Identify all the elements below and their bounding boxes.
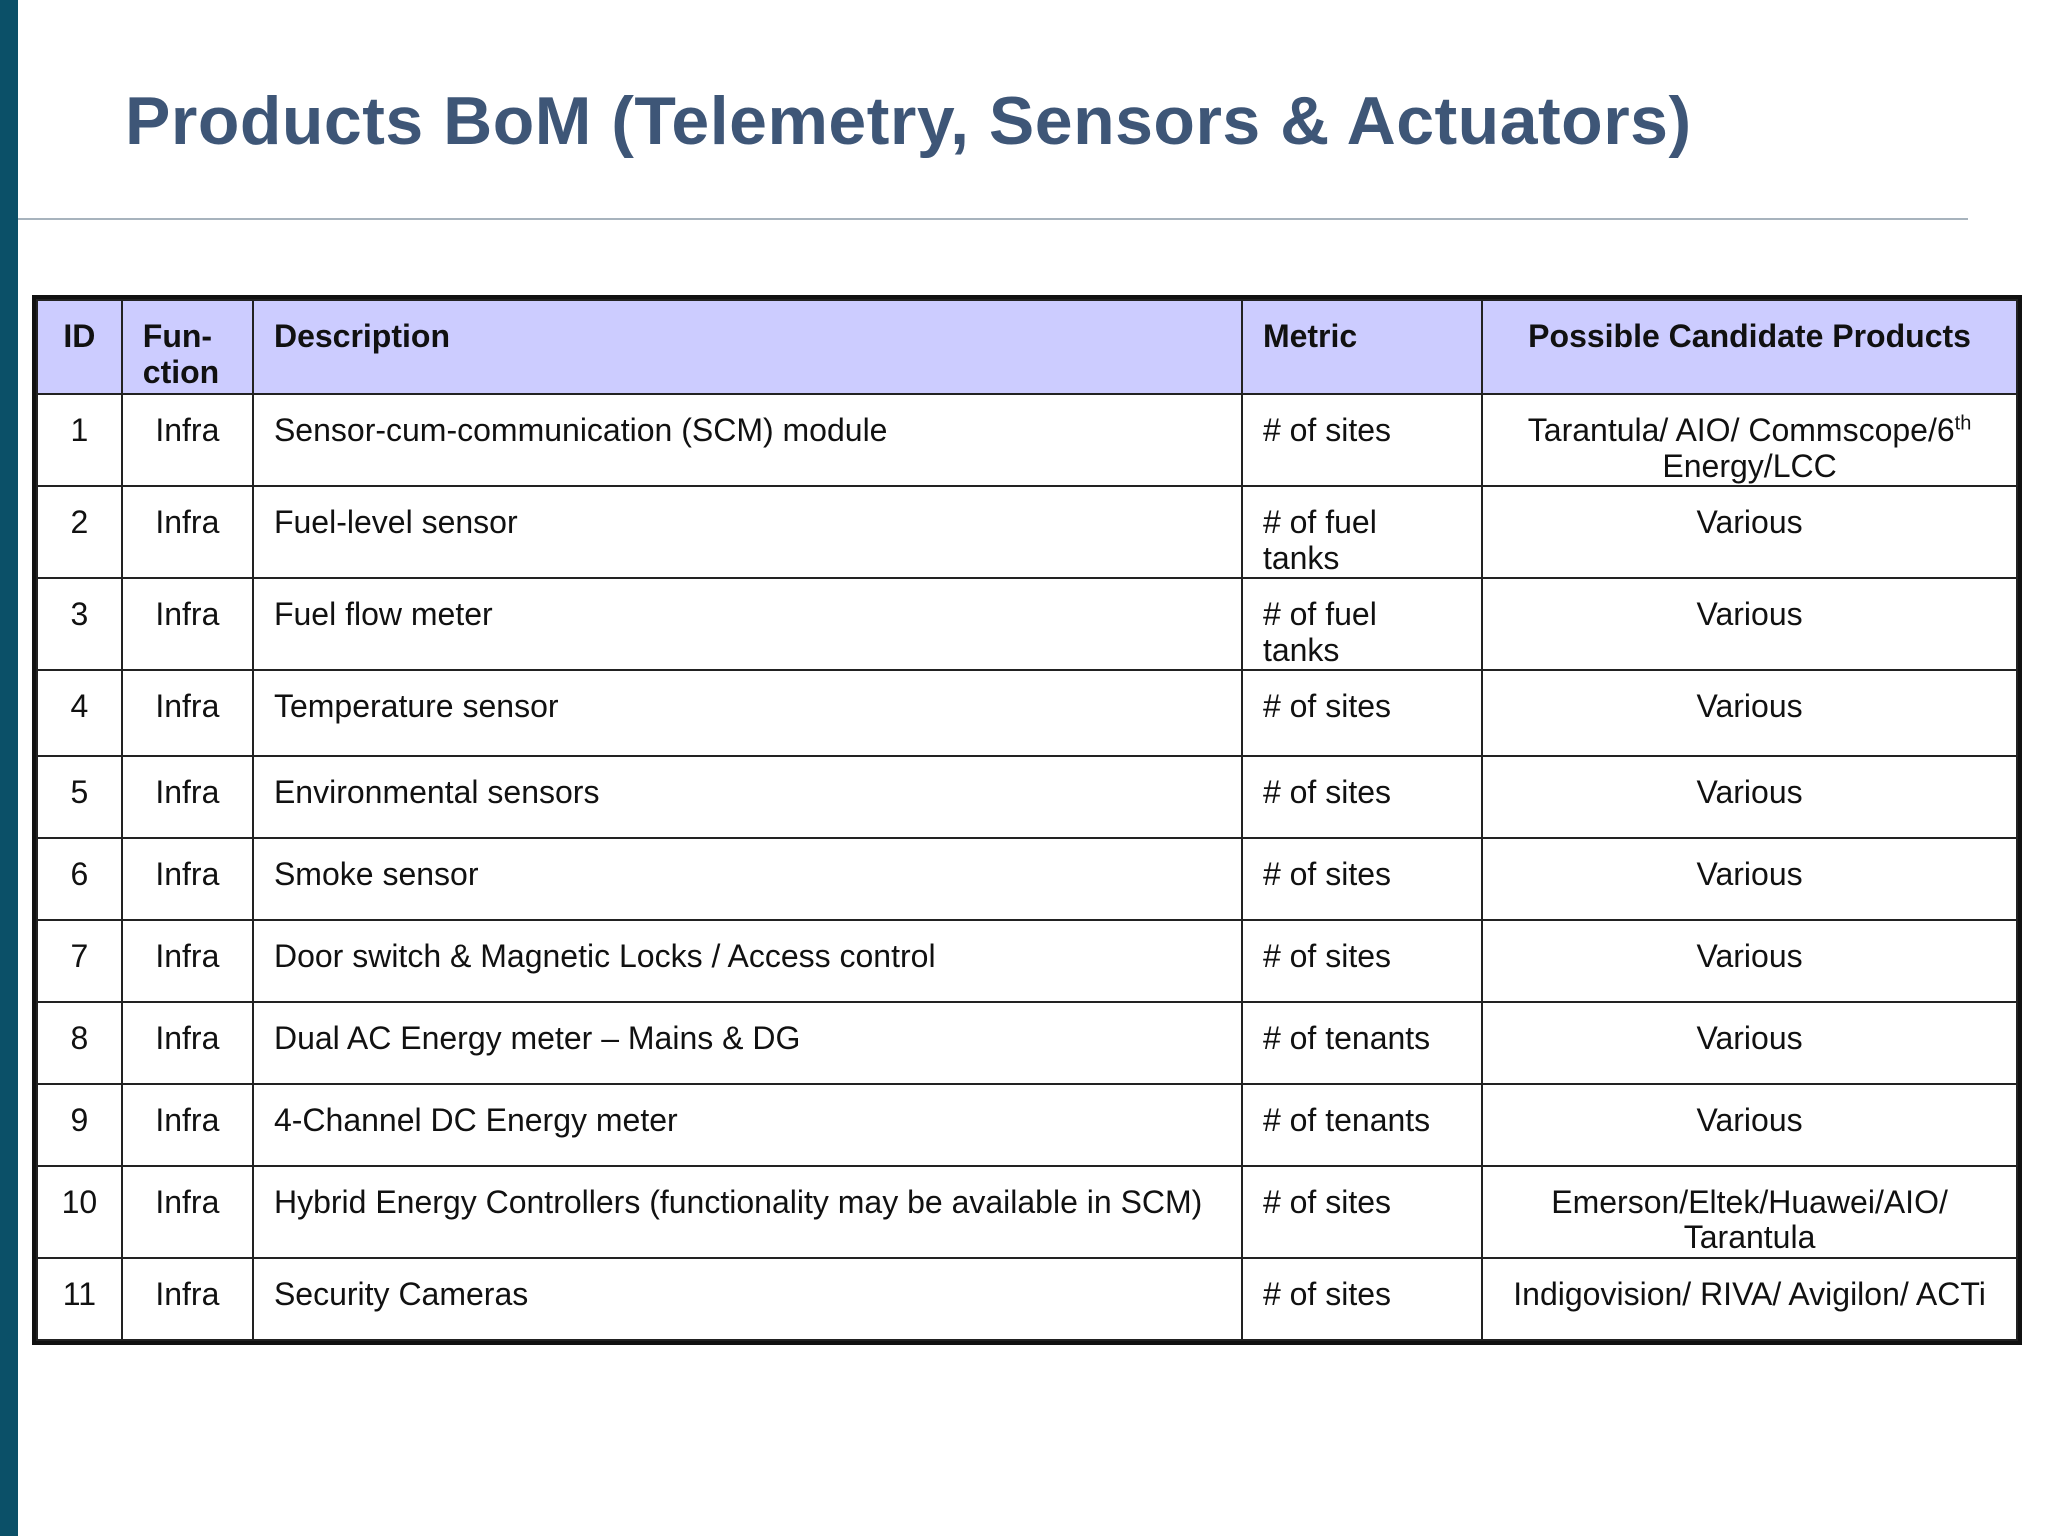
cell-candidates (1482, 1166, 2017, 1258)
cell-candidates: Various (1482, 920, 2017, 1002)
table-row (37, 394, 2017, 486)
cell-id: 5 (37, 756, 122, 838)
cell-id: 1 (37, 394, 122, 486)
cell-metric: # of sites (1242, 838, 1482, 920)
cell-id: 9 (37, 1084, 122, 1166)
cell-description: Fuel flow meter (253, 578, 1242, 670)
cell-metric: # of sites (1242, 756, 1482, 838)
cell-description: Fuel-level sensor (253, 486, 1242, 578)
cell-description: Temperature sensor (253, 670, 1242, 756)
cell-id: 3 (37, 578, 122, 670)
cell-metric: # of sites (1242, 670, 1482, 756)
cell-candidates: Various (1482, 838, 2017, 920)
table-row (37, 1258, 2017, 1340)
table-row (37, 578, 2017, 670)
cell-function: Infra (122, 1002, 253, 1084)
cell-id: 6 (37, 838, 122, 920)
cell-candidates: Various (1482, 486, 2017, 578)
cell-description: Hybrid Energy Controllers (functionality may be available in SCM) (253, 1166, 1242, 1258)
cell-description: Sensor-cum-communication (SCM) module (253, 394, 1242, 486)
cell-metric: # of sites (1242, 1258, 1482, 1340)
table-row (37, 670, 2017, 756)
cell-description: Smoke sensor (253, 838, 1242, 920)
cell-id: 8 (37, 1002, 122, 1084)
cell-description: 4-Channel DC Energy meter (253, 1084, 1242, 1166)
cell-candidates: Indigovision/ RIVA/ Avigilon/ ACTi (1482, 1258, 2017, 1340)
cell-id: 2 (37, 486, 122, 578)
cell-function: Infra (122, 756, 253, 838)
cell-id: 10 (37, 1166, 122, 1258)
cell-function: Infra (122, 670, 253, 756)
cell-metric: # of tenants (1242, 1084, 1482, 1166)
header-candidates: Possible Candidate Products (1482, 300, 2017, 394)
cell-description: Security Cameras (253, 1258, 1242, 1340)
table-row (37, 920, 2017, 1002)
cell-candidates-line1: Tarantula/ AIO/ Commscope/6 (1527, 412, 1955, 448)
cell-function: Infra (122, 1166, 253, 1258)
header-metric: Metric (1242, 300, 1482, 394)
cell-candidates-superscript: th (1954, 412, 1972, 435)
cell-function: Infra (122, 920, 253, 1002)
cell-metric: # of sites (1242, 1166, 1482, 1258)
header-id: ID (37, 300, 122, 394)
cell-candidates: Various (1482, 670, 2017, 756)
bom-table (36, 299, 2018, 1341)
cell-id: 11 (37, 1258, 122, 1340)
cell-description: Environmental sensors (253, 756, 1242, 838)
cell-description: Dual AC Energy meter – Mains & DG (253, 1002, 1242, 1084)
cell-metric: # of fuel tanks (1242, 486, 1482, 578)
cell-function: Infra (122, 486, 253, 578)
cell-metric: # of fuel tanks (1242, 578, 1482, 670)
cell-function: Infra (122, 1084, 253, 1166)
cell-id: 7 (37, 920, 122, 1002)
table-row (37, 486, 2017, 578)
header-function-line2: ction (142, 353, 220, 390)
header-function (122, 300, 253, 394)
cell-candidates: Various (1482, 756, 2017, 838)
cell-function: Infra (122, 578, 253, 670)
table-row (37, 1002, 2017, 1084)
table-row (37, 756, 2017, 838)
cell-candidates-line2: Tarantula (1683, 1219, 1816, 1256)
table-row (37, 1166, 2017, 1258)
bom-table-frame (32, 295, 2022, 1345)
cell-id: 4 (37, 670, 122, 756)
header-description: Description (253, 300, 1242, 394)
table-row (37, 1084, 2017, 1166)
cell-function: Infra (122, 394, 253, 486)
header-function-line1: Fun- (142, 318, 213, 354)
cell-candidates: Various (1482, 578, 2017, 670)
cell-candidates: Various (1482, 1002, 2017, 1084)
cell-metric: # of tenants (1242, 1002, 1482, 1084)
cell-candidates: Various (1482, 1084, 2017, 1166)
table-row (37, 838, 2017, 920)
table-header-row (37, 300, 2017, 394)
title-divider (18, 218, 1968, 220)
slide-title: Products BoM (Telemetry, Sensors & Actuators) (125, 83, 1692, 159)
cell-candidates (1482, 394, 2017, 486)
cell-candidates-line1: Emerson/Eltek/Huawei/AIO/ (1551, 1183, 1948, 1220)
slide-accent-bar (0, 0, 18, 1536)
cell-metric: # of sites (1242, 394, 1482, 486)
cell-description: Door switch & Magnetic Locks / Access control (253, 920, 1242, 1002)
cell-metric: # of sites (1242, 920, 1482, 1002)
cell-function: Infra (122, 1258, 253, 1340)
cell-candidates-line2: Energy/LCC (1662, 447, 1837, 484)
cell-function: Infra (122, 838, 253, 920)
